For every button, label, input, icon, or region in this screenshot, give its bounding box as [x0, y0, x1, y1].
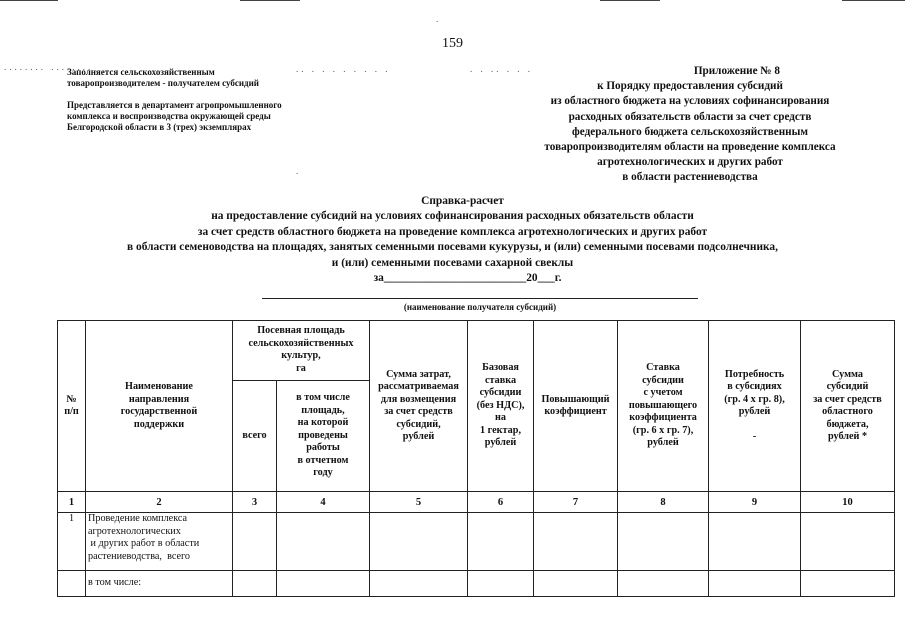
header-text: поддержки: [133, 418, 185, 430]
header-text: площадь,: [301, 404, 345, 416]
header-text: ставка: [484, 374, 517, 386]
header-text: повышающего: [628, 399, 698, 411]
cell-adjusted-rate[interactable]: [618, 571, 709, 597]
scan-dots: .: [296, 166, 302, 176]
scan-dots: . . .. . . .: [470, 64, 533, 74]
header-text: (гр. 6 х гр. 7),: [632, 424, 694, 436]
appendix-line: расходных обязательств области за счет средств: [568, 110, 812, 123]
appendix-line: товаропроизводителям области на проведение комплекса: [544, 141, 836, 154]
scan-dots: .: [436, 14, 442, 24]
appendix-line: агротехнологических и других работ: [597, 156, 783, 169]
recipient-name-line: [262, 298, 698, 299]
column-number-row: [58, 492, 895, 513]
column-number: 8: [618, 492, 709, 513]
appendix-line: к Порядку предоставления субсидий: [597, 80, 783, 93]
top-edge-rule: [240, 0, 300, 1]
header-sown-area: [233, 321, 370, 381]
header-text: году: [313, 467, 333, 479]
fill-note-line: товаропроизводителем - получателем субсидий: [67, 78, 259, 88]
table-header-row: [58, 321, 895, 381]
header-text: культур,: [281, 350, 321, 361]
recipient-caption: (наименование получателя субсидий): [403, 302, 557, 312]
cell-subsidy-need[interactable]: [709, 571, 801, 597]
cell-area-total[interactable]: [233, 571, 277, 597]
header-text: на: [495, 412, 506, 424]
row-name-line: в том числе:: [88, 577, 142, 589]
header-text: Потребность: [724, 368, 785, 380]
cell-coefficient[interactable]: [534, 513, 618, 571]
row-number: 1: [58, 513, 86, 571]
appendix-block: [470, 64, 905, 186]
document-title-line: на предоставление субсидий на условиях софинансирования расходных обязательств области: [211, 210, 694, 223]
document-title-line: и (или) семенными посевами сахарной свеклы: [331, 256, 574, 269]
header-text: в отчетном: [297, 454, 349, 466]
header-text: областного: [822, 406, 873, 417]
header-coefficient: [534, 321, 618, 492]
header-text: №: [66, 393, 77, 405]
header-text: государственной: [120, 406, 198, 417]
submit-note: [67, 100, 282, 133]
header-text: (гр. 4 х гр. 8),: [724, 393, 785, 405]
appendix-line: в области растениеводства: [622, 171, 758, 184]
document-title-line: за счет средств областного бюджета на проведение комплекса агротехнологических и других работ: [197, 225, 708, 238]
appendix-title: Приложение № 8: [693, 65, 780, 77]
row-number: [58, 571, 86, 597]
header-text: рублей *: [827, 431, 868, 442]
header-text: субсидий: [826, 381, 869, 392]
header-text: п/п: [64, 406, 79, 417]
cell-base-rate[interactable]: [468, 571, 534, 597]
header-text: Базовая: [482, 362, 519, 374]
header-text: рублей: [647, 437, 679, 449]
header-subsidy-amount: [801, 321, 895, 492]
cell-subsidy-need[interactable]: [709, 513, 801, 571]
row-name-line: Проведение комплекса: [88, 513, 188, 524]
header-text: бюджета,: [826, 418, 869, 430]
header-text: субсидий,: [396, 418, 441, 430]
cell-subsidy-amount[interactable]: [801, 571, 895, 597]
table-row: [58, 571, 895, 597]
header-support-direction: [86, 321, 233, 492]
cell-area-worked[interactable]: [277, 513, 370, 571]
cell-costs-amount[interactable]: [370, 571, 468, 597]
cell-costs-amount[interactable]: [370, 513, 468, 571]
scan-dots: ........ ........: [4, 62, 94, 72]
fill-note-line: Заполняется сельскохозяйственным: [67, 67, 215, 77]
cell-subsidy-amount[interactable]: [801, 513, 895, 571]
row-name: [86, 513, 233, 571]
column-number: 4: [277, 492, 370, 513]
header-number: [58, 321, 86, 492]
column-number: 10: [801, 492, 895, 513]
header-text: коэффициента: [629, 412, 697, 424]
header-adjusted-rate: [618, 321, 709, 492]
column-number: 3: [233, 492, 277, 513]
column-number: 7: [534, 492, 618, 513]
header-text: Ставка: [646, 362, 680, 374]
row-name-line: растениеводства, всего: [88, 550, 191, 562]
header-text: га: [296, 362, 306, 374]
cell-area-worked[interactable]: [277, 571, 370, 597]
column-number: 6: [468, 492, 534, 513]
header-text: Повышающий: [541, 393, 610, 405]
submit-note-line: Представляется в департамент агропромышленного: [67, 100, 282, 110]
header-text: Посевная площадь: [257, 325, 345, 336]
row-name: [86, 571, 233, 597]
column-number: 9: [709, 492, 801, 513]
scan-dots: .. . . . . . . . .: [296, 64, 391, 74]
header-area-worked: [277, 381, 370, 492]
header-text: (без НДС),: [476, 399, 525, 411]
header-text: рублей: [484, 437, 517, 449]
header-text: проведены: [298, 429, 348, 441]
header-text: коэффициент: [544, 406, 607, 417]
header-text: 1 гектар,: [480, 424, 521, 436]
document-title-line: в области семеноводства на площадях, занятых семенными посевами кукурузы, и (или) семенными посевами подсолнечника,: [127, 241, 778, 254]
header-text: рублей: [738, 406, 771, 418]
reporting-period: за_________________________20___г.: [373, 272, 562, 285]
header-text: с учетом: [643, 387, 683, 399]
header-text: на которой: [297, 417, 349, 429]
row-name-line: и других работ в области: [88, 538, 200, 549]
submit-note-line: комплекса и воспроизводства окружающей среды: [67, 111, 271, 121]
top-edge-rule: [842, 0, 905, 1]
header-area-total: [233, 381, 277, 492]
header-text: [711, 419, 798, 431]
header-base-rate: [468, 321, 534, 492]
calculation-table: [57, 320, 895, 597]
page-number: 159: [442, 36, 463, 51]
top-edge-rule: [600, 0, 660, 1]
header-text: за счет средств: [813, 393, 882, 405]
header-text: Сумма: [832, 368, 863, 380]
header-text: в субсидиях: [727, 381, 782, 393]
header-costs-amount: [370, 321, 468, 492]
header-text: в том числе: [296, 392, 350, 404]
document-title: Справка-расчет: [421, 195, 504, 207]
header-text: всего: [242, 429, 267, 441]
cell-base-rate[interactable]: [468, 513, 534, 571]
header-text: рублей: [402, 431, 435, 442]
header-text: сельскохозяйственных: [248, 337, 354, 349]
document-title-block: [0, 194, 905, 286]
submit-note-line: Белгородской области в 3 (трех) экземплярах: [67, 122, 252, 132]
cell-area-total[interactable]: [233, 513, 277, 571]
top-edge-rule: [0, 0, 58, 1]
header-subsidy-need: [709, 321, 801, 492]
appendix-line: из областного бюджета на условиях софинансирования: [550, 95, 830, 108]
header-text: субсидии: [642, 374, 684, 386]
header-text: рассматриваемая: [378, 381, 459, 392]
header-text: направления: [128, 393, 190, 405]
header-text: работы: [306, 442, 340, 454]
table-row: [58, 513, 895, 571]
column-number: 1: [58, 492, 86, 513]
header-text: Наименование: [125, 381, 193, 392]
cell-coefficient[interactable]: [534, 571, 618, 597]
column-number: 5: [370, 492, 468, 513]
row-name-line: агротехнологических: [88, 525, 181, 537]
appendix-line: федерального бюджета сельскохозяйственным: [572, 125, 808, 138]
header-text: для возмещения: [380, 393, 457, 405]
header-text: Сумма затрат,: [386, 368, 451, 380]
fill-note: [67, 67, 259, 89]
column-number: 2: [86, 492, 233, 513]
cell-adjusted-rate[interactable]: [618, 513, 709, 571]
header-text: -: [752, 430, 757, 442]
header-text: субсидии: [479, 387, 522, 399]
header-text: за счет средств: [384, 406, 453, 417]
